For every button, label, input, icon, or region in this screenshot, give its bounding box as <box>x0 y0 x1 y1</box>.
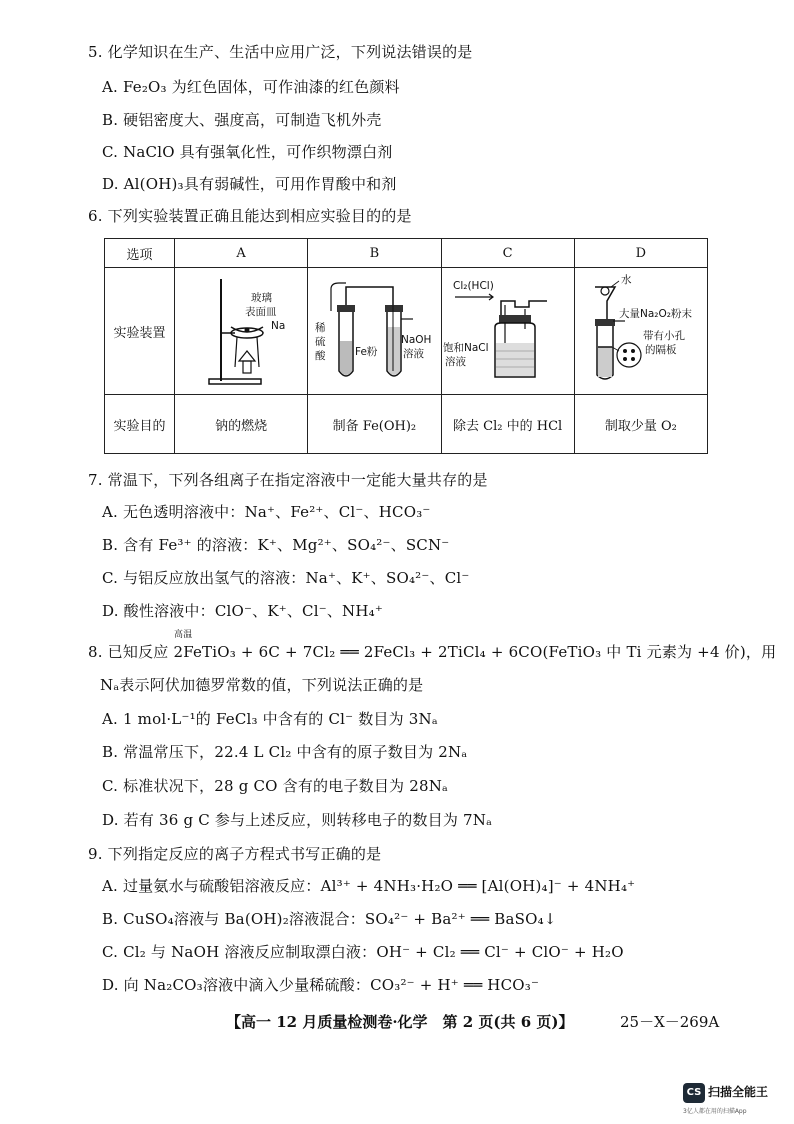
header-option: 选项 <box>105 239 175 268</box>
q5-option-d: D. Al(OH)₃具有弱碱性，可用作胃酸中和剂 <box>102 175 397 193</box>
q9-option-d: D. 向 Na₂CO₃溶液中滴入少量稀硫酸：CO₃²⁻ + H⁺ ══ HCO₃⁻ <box>102 976 540 994</box>
apparatus-label: 实验装置 <box>105 268 175 395</box>
q8-stem-line2: Nₐ表示阿伏加德罗常数的值，下列说法正确的是 <box>100 676 424 694</box>
label-c-gas: Cl₂(HCl) <box>452 280 494 292</box>
q9-option-a: A. 过量氨水与硫酸铝溶液反应：Al³⁺ + 4NH₃·H₂O ══ [Al(OH)₄]⁻ + 4NH₄⁺ <box>102 877 636 895</box>
q7-option-c: C. 与铝反应放出氢气的溶液：Na⁺、K⁺、SO₄²⁻、Cl⁻ <box>102 569 470 587</box>
q8-stem-line1: 8. 已知反应 2FeTiO₃ + 6C + 7Cl₂ ══ 2FeCl₃ + 2TiCl₄ + 6CO(FeTiO₃ 中 Ti 元素为 +4 价)，用 <box>88 643 777 661</box>
purpose-d: 制取少量 O₂ <box>574 395 707 454</box>
q8-option-b: B. 常温常压下，22.4 L Cl₂ 中含有的原子数目为 2Nₐ <box>102 743 468 761</box>
footer-title: 【高一 12 月质量检测卷·化学 第 2 页(共 6 页)】 <box>226 1013 574 1031</box>
camscanner-tagline: 3亿人都在用的扫描App <box>683 1108 747 1115</box>
apparatus-d <box>574 268 707 395</box>
apparatus-a-drawing <box>175 271 309 391</box>
q8-option-a: A. 1 mol·L⁻¹的 FeCl₃ 中含有的 Cl⁻ 数目为 3Nₐ <box>102 710 438 728</box>
purpose-b: 制备 Fe(OH)₂ <box>308 395 441 454</box>
apparatus-c-drawing <box>443 271 573 391</box>
purpose-row <box>105 395 708 454</box>
q8-option-d: D. 若有 36 g C 参与上述反应，则转移电子的数目为 7Nₐ <box>102 811 493 829</box>
experiment-table <box>104 238 708 454</box>
label-a-glass: 玻璃 <box>251 292 272 304</box>
label-c-saturated-nacl: 饱和NaCl <box>442 342 489 354</box>
header-a: A <box>175 239 308 268</box>
q9-stem: 9. 下列指定反应的离子方程式书写正确的是 <box>88 845 382 863</box>
q9-option-c: C. Cl₂ 与 NaOH 溶液反应制取漂白液：OH⁻ + Cl₂ ══ Cl⁻ + ClO⁻ + H₂O <box>102 943 624 961</box>
q7-stem: 7. 常温下，下列各组离子在指定溶液中一定能大量共存的是 <box>88 471 488 489</box>
header-c: C <box>441 239 574 268</box>
purpose-a: 钠的燃烧 <box>175 395 308 454</box>
label-b-dilute: 稀 <box>315 322 326 334</box>
q5-option-c: C. NaClO 具有强氧化性，可作织物漂白剂 <box>102 143 393 161</box>
apparatus-b <box>308 268 441 395</box>
purpose-label: 实验目的 <box>105 395 175 454</box>
label-b-naoh: NaOH <box>401 334 432 346</box>
label-b-sulfuric: 硫 <box>315 336 326 348</box>
purpose-c: 除去 Cl₂ 中的 HCl <box>441 395 574 454</box>
q7-option-b: B. 含有 Fe³⁺ 的溶液：K⁺、Mg²⁺、SO₄²⁻、SCN⁻ <box>102 536 450 554</box>
label-d-plate: 的隔板 <box>644 344 677 356</box>
q5-option-a: A. Fe₂O₃ 为红色固体，可作油漆的红色颜料 <box>102 78 400 96</box>
label-b-acid: 酸 <box>315 350 326 362</box>
q9-option-b: B. CuSO₄溶液与 Ba(OH)₂溶液混合：SO₄²⁻ + Ba²⁺ ══ BaSO₄↓ <box>102 910 557 928</box>
label-d-na2o2: 大量Na₂O₂粉末 <box>618 308 692 320</box>
apparatus-a <box>175 268 308 395</box>
q5-stem: 5. 化学知识在生产、生活中应用广泛，下列说法错误的是 <box>88 43 473 61</box>
camscanner-name: 扫描全能王 <box>708 1085 769 1099</box>
apparatus-d-drawing <box>575 271 709 391</box>
header-b: B <box>308 239 441 268</box>
label-c-solution: 溶液 <box>444 356 466 368</box>
apparatus-b-drawing <box>309 271 439 391</box>
label-a-na: Na <box>271 320 286 332</box>
table-header-row <box>105 239 708 268</box>
label-b-solution: 溶液 <box>403 348 425 360</box>
q8-option-c: C. 标准状况下，28 g CO 含有的电子数目为 28Nₐ <box>102 777 449 795</box>
header-d: D <box>574 239 707 268</box>
q7-option-a: A. 无色透明溶液中：Na⁺、Fe²⁺、Cl⁻、HCO₃⁻ <box>102 503 431 521</box>
label-d-small-holes: 带有小孔 <box>642 330 685 342</box>
camscanner-logo-icon: CS <box>683 1083 705 1103</box>
apparatus-c <box>441 268 574 395</box>
q5-option-b: B. 硬铝密度大、强度高，可制造飞机外壳 <box>102 111 382 129</box>
footer-code: 25－X－269A <box>620 1013 720 1031</box>
q8-reaction-condition: 高温 <box>174 630 193 640</box>
label-a-watch-glass: 表面皿 <box>245 306 277 318</box>
q6-stem: 6. 下列实验装置正确且能达到相应实验目的的是 <box>88 207 412 225</box>
label-b-fe-powder: Fe粉 <box>355 346 378 358</box>
q7-option-d: D. 酸性溶液中：ClO⁻、K⁺、Cl⁻、NH₄⁺ <box>102 602 383 620</box>
label-d-water: 水 <box>620 274 632 286</box>
apparatus-row <box>105 268 708 395</box>
